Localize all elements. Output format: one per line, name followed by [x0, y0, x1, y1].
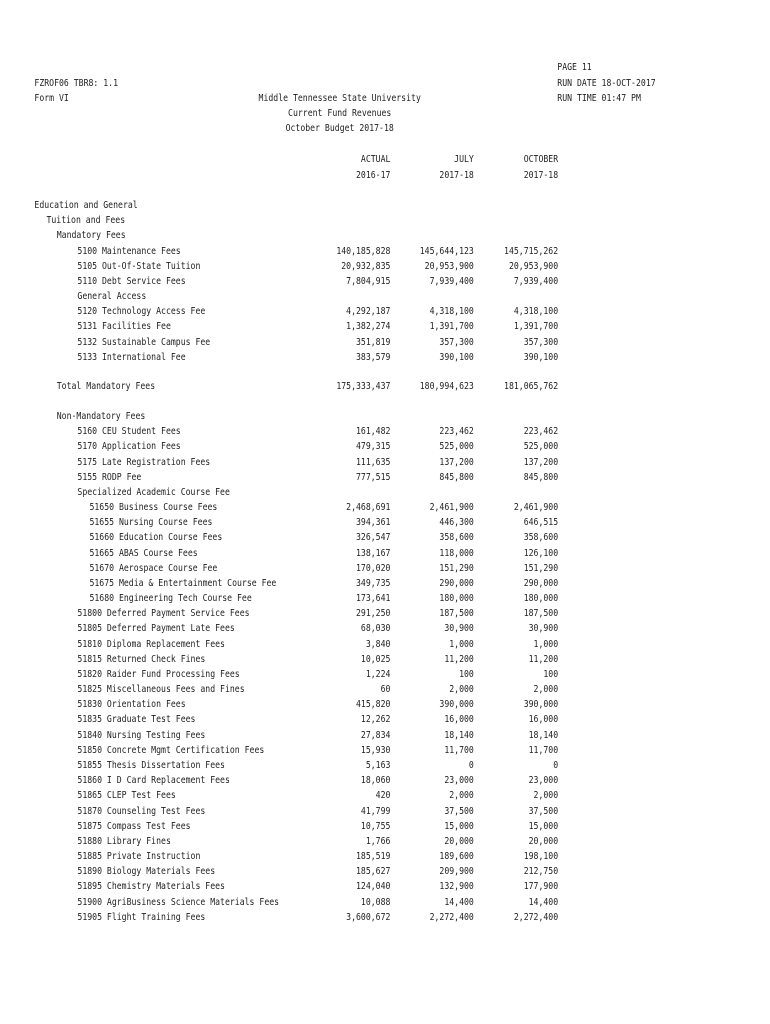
row-label: 5160 CEU Student Fees: [77, 426, 181, 438]
row-value-july: 118,000: [439, 547, 474, 559]
row-value-october: 180,000: [523, 593, 559, 605]
row-label: 51650 Business Course Fees: [89, 502, 218, 514]
row-value-october: 358,600: [523, 532, 559, 544]
row-value-july: 290,000: [439, 577, 474, 589]
row-value-october: 177,900: [523, 881, 559, 893]
row-value-actual: 7,804,915: [346, 275, 391, 287]
row-value-actual: 4,292,187: [346, 306, 391, 318]
row-label: Total Mandatory Fees: [56, 381, 156, 393]
table-row: [0, 820, 770, 835]
row-value-october: 181,065,762: [504, 381, 559, 393]
row-value-october: 4,318,100: [513, 306, 559, 318]
table-row: [0, 320, 770, 335]
row-value-actual: 415,820: [355, 699, 391, 711]
row-value-actual: 138,167: [355, 547, 391, 559]
row-label: Non-Mandatory Fees: [56, 411, 146, 422]
row-label: 5170 Application Fees: [77, 441, 181, 453]
table-row: [0, 351, 770, 366]
row-value-october: 16,000: [528, 714, 559, 726]
row-value-july: 390,100: [439, 351, 474, 363]
row-value-october: 137,200: [523, 456, 559, 468]
row-value-july: 11,200: [444, 653, 474, 665]
row-value-actual: 479,315: [355, 441, 391, 453]
row-label: 51830 Orientation Fees: [77, 699, 186, 711]
row-value-actual: 170,020: [355, 562, 391, 574]
table-row: [0, 562, 770, 577]
row-value-july: 209,900: [439, 866, 474, 878]
row-label: 51860 I D Card Replacement Fees: [77, 775, 230, 787]
column-header-actual-year: 2016-17: [355, 170, 391, 181]
row-value-october: 223,462: [523, 426, 559, 438]
row-value-july: 180,000: [439, 593, 474, 605]
table-row: [0, 805, 770, 820]
row-value-october: 525,000: [523, 441, 559, 453]
table-row: [0, 486, 770, 501]
row-value-october: 2,272,400: [513, 911, 559, 923]
table-row: [0, 911, 770, 926]
table-row: [0, 668, 770, 683]
row-label: 51875 Compass Test Fees: [77, 820, 191, 832]
row-label: General Access: [77, 291, 147, 302]
table-row: [0, 547, 770, 562]
table-row: [0, 729, 770, 744]
row-value-july: 100: [459, 668, 474, 680]
table-row: [0, 305, 770, 320]
row-label: 51885 Private Instruction: [77, 851, 201, 862]
row-value-october: 7,939,400: [513, 275, 559, 287]
row-value-october: 187,500: [523, 608, 559, 620]
row-value-actual: 777,515: [355, 471, 391, 483]
row-value-actual: 15,930: [360, 744, 391, 756]
form-label: Form VI: [34, 93, 69, 104]
row-value-july: 2,272,400: [429, 911, 474, 923]
row-label: Mandatory Fees: [56, 230, 126, 242]
column-header-actual: ACTUAL: [360, 154, 391, 165]
row-value-july: 2,000: [449, 790, 474, 802]
row-value-july: 18,140: [444, 729, 474, 741]
row-value-july: 390,000: [439, 699, 474, 711]
table-row: [0, 607, 770, 622]
row-value-october: 151,290: [523, 562, 559, 574]
row-value-october: 20,000: [528, 835, 559, 847]
row-value-july: 4,318,100: [429, 306, 474, 318]
row-value-october: 37,500: [528, 805, 559, 817]
table-row: [0, 516, 770, 531]
table-row: [0, 622, 770, 637]
row-value-actual: 1,382,274: [346, 321, 391, 333]
row-value-october: 390,100: [523, 351, 559, 363]
table-row: [0, 214, 770, 229]
table-row: [0, 577, 770, 592]
row-value-actual: 20,932,835: [341, 260, 391, 272]
row-value-actual: 10,755: [360, 820, 391, 832]
row-label: 51850 Concrete Mgmt Certification Fees: [77, 744, 265, 756]
row-label: 5175 Late Registration Fees: [77, 456, 211, 468]
table-row: [0, 501, 770, 516]
row-value-actual: 18,060: [360, 775, 391, 787]
row-value-october: 126,100: [523, 547, 559, 559]
row-value-actual: 185,627: [355, 866, 391, 878]
row-value-july: 15,000: [444, 820, 474, 832]
table-row: [0, 638, 770, 653]
row-value-actual: 2,468,691: [346, 502, 391, 514]
run-time: RUN TIME 01:47 PM: [557, 93, 641, 104]
table-row: [0, 835, 770, 850]
row-value-actual: 351,819: [355, 336, 391, 348]
table-row: [0, 592, 770, 607]
table-row: [0, 380, 770, 395]
row-value-july: 145,644,123: [419, 245, 474, 257]
row-value-october: 2,461,900: [513, 502, 559, 514]
report-id: FZROF06 TBR8: 1.1: [34, 78, 119, 89]
row-value-actual: 185,519: [355, 851, 391, 862]
row-value-actual: 173,641: [355, 593, 391, 605]
row-value-july: 151,290: [439, 562, 474, 574]
row-value-october: 845,800: [523, 471, 559, 483]
row-label: Specialized Academic Course Fee: [77, 486, 230, 498]
row-label: 5131 Facilities Fee: [77, 321, 171, 333]
row-value-july: 7,939,400: [429, 275, 474, 287]
page-number: PAGE 11: [557, 62, 592, 73]
row-value-october: 198,100: [523, 851, 559, 862]
row-value-october: 2,000: [533, 790, 559, 802]
row-label: 51855 Thesis Dissertation Fees: [77, 759, 225, 771]
table-row: [0, 440, 770, 455]
table-row: [0, 245, 770, 260]
table-row: [0, 713, 770, 728]
run-date: RUN DATE 18-OCT-2017: [557, 78, 656, 89]
table-row: [0, 774, 770, 789]
row-label: 51675 Media & Entertainment Course Fee: [89, 577, 277, 589]
row-value-october: 20,953,900: [508, 260, 559, 272]
budget-title: October Budget 2017-18: [285, 123, 394, 134]
row-value-october: 18,140: [528, 729, 559, 741]
row-label: 5132 Sustainable Campus Fee: [77, 336, 211, 348]
row-value-actual: 10,088: [360, 896, 391, 908]
row-label: 51670 Aerospace Course Fee: [89, 562, 218, 574]
row-value-july: 14,400: [444, 896, 474, 908]
row-label: 51660 Education Course Fees: [89, 532, 223, 544]
row-value-july: 23,000: [444, 775, 474, 787]
row-value-july: 16,000: [444, 714, 474, 726]
row-value-july: 189,600: [439, 851, 474, 862]
table-row: [0, 896, 770, 911]
row-value-october: 11,200: [528, 653, 559, 665]
row-value-actual: 10,025: [360, 653, 391, 665]
row-value-july: 37,500: [444, 805, 474, 817]
row-value-actual: 111,635: [355, 456, 391, 468]
row-label: 51815 Returned Check Fines: [77, 653, 206, 665]
row-label: 51665 ABAS Course Fees: [89, 547, 198, 559]
row-value-actual: 161,482: [355, 426, 391, 438]
row-value-october: 2,000: [533, 684, 559, 696]
row-label: 51870 Counseling Test Fees: [77, 805, 206, 817]
row-value-july: 20,000: [444, 835, 474, 847]
table-row: [0, 290, 770, 305]
row-value-july: 187,500: [439, 608, 474, 620]
table-row: [0, 199, 770, 214]
row-value-actual: 420: [375, 790, 391, 802]
row-value-actual: 41,799: [360, 805, 391, 817]
row-value-october: 290,000: [523, 577, 559, 589]
row-label: 51895 Chemistry Materials Fees: [77, 881, 225, 893]
row-value-july: 1,391,700: [429, 321, 474, 333]
university-name: Middle Tennessee State University: [258, 93, 421, 104]
row-label: 51680 Engineering Tech Course Fee: [89, 593, 252, 605]
row-value-october: 0: [553, 759, 559, 771]
column-header-october-year: 2017-18: [523, 170, 559, 181]
table-row: [0, 275, 770, 290]
row-value-actual: 5,163: [365, 759, 391, 771]
table-row: [0, 698, 770, 713]
table-row: [0, 471, 770, 486]
row-value-actual: 1,224: [365, 668, 391, 680]
table-row: [0, 744, 770, 759]
row-label: 51900 AgriBusiness Science Materials Fees: [77, 896, 280, 908]
table-row: [0, 425, 770, 440]
table-row: [0, 336, 770, 351]
row-label: 51880 Library Fines: [77, 835, 171, 847]
row-value-july: 11,700: [444, 744, 474, 756]
row-label: 5133 International Fee: [77, 351, 186, 363]
row-label: 51800 Deferred Payment Service Fees: [77, 608, 250, 620]
row-value-actual: 60: [380, 684, 391, 696]
row-value-october: 23,000: [528, 775, 559, 787]
table-row: [0, 850, 770, 865]
row-value-october: 646,515: [523, 517, 559, 529]
row-value-october: 100: [543, 668, 559, 680]
table-row: [0, 865, 770, 880]
row-value-july: 137,200: [439, 456, 474, 468]
row-value-actual: 291,250: [355, 608, 391, 620]
row-value-july: 2,461,900: [429, 502, 474, 514]
row-label: 51865 CLEP Test Fees: [77, 790, 176, 802]
row-value-actual: 383,579: [355, 351, 391, 363]
row-value-october: 15,000: [528, 820, 559, 832]
row-label: 51905 Flight Training Fees: [77, 911, 206, 923]
row-value-october: 30,900: [528, 623, 559, 635]
row-label: 51805 Deferred Payment Late Fees: [77, 623, 235, 635]
row-label: Tuition and Fees: [46, 215, 126, 227]
row-value-july: 223,462: [439, 426, 474, 438]
row-value-july: 357,300: [439, 336, 474, 348]
row-label: 51835 Graduate Test Fees: [77, 714, 196, 726]
row-value-actual: 394,361: [355, 517, 391, 529]
table-row: [0, 789, 770, 804]
row-label: 51840 Nursing Testing Fees: [77, 729, 206, 741]
report-subtitle: Current Fund Revenues: [288, 108, 392, 119]
row-value-july: 0: [468, 759, 474, 771]
row-label: 51825 Miscellaneous Fees and Fines: [77, 684, 245, 696]
row-value-july: 30,900: [444, 623, 474, 635]
row-label: 5100 Maintenance Fees: [77, 245, 181, 257]
row-value-july: 446,300: [439, 517, 474, 529]
row-label: 5120 Technology Access Fee: [77, 306, 206, 318]
row-label: 51820 Raider Fund Processing Fees: [77, 668, 240, 680]
row-label: 51890 Biology Materials Fees: [77, 866, 216, 878]
row-value-october: 14,400: [528, 896, 559, 908]
row-value-july: 20,953,900: [424, 260, 474, 272]
row-value-october: 390,000: [523, 699, 559, 711]
row-value-actual: 124,040: [355, 881, 391, 893]
row-value-october: 212,750: [523, 866, 559, 878]
row-value-actual: 140,185,828: [336, 245, 391, 257]
row-value-july: 358,600: [439, 532, 474, 544]
row-value-july: 525,000: [439, 441, 474, 453]
table-row: [0, 456, 770, 471]
row-value-actual: 175,333,437: [336, 381, 391, 393]
table-row: [0, 880, 770, 895]
row-value-july: 1,000: [449, 638, 474, 650]
row-label: 5155 RODP Fee: [77, 471, 142, 483]
column-header-october: OCTOBER: [523, 154, 559, 165]
row-value-october: 1,391,700: [513, 321, 559, 333]
row-label: 5105 Out-Of-State Tuition: [77, 260, 201, 272]
row-label: 5110 Debt Service Fees: [77, 275, 186, 287]
row-value-july: 2,000: [449, 684, 474, 696]
row-value-actual: 3,600,672: [346, 911, 391, 923]
row-value-july: 180,994,623: [419, 381, 474, 393]
column-header-july-year: 2017-18: [439, 170, 474, 181]
row-value-october: 145,715,262: [504, 245, 559, 257]
row-value-actual: 27,834: [360, 729, 391, 741]
row-value-actual: 326,547: [355, 532, 391, 544]
row-value-october: 357,300: [523, 336, 559, 348]
table-row: [0, 759, 770, 774]
row-label: 51655 Nursing Course Fees: [89, 517, 213, 529]
row-value-july: 845,800: [439, 471, 474, 483]
row-value-actual: 349,735: [355, 577, 391, 589]
row-label: 51810 Diploma Replacement Fees: [77, 638, 225, 650]
table-row: [0, 260, 770, 275]
table-row: [0, 653, 770, 668]
row-value-actual: 3,840: [365, 638, 391, 650]
row-value-actual: 12,262: [360, 714, 391, 726]
table-row: [0, 683, 770, 698]
row-value-actual: 68,030: [360, 623, 391, 635]
row-value-october: 1,000: [533, 638, 559, 650]
row-value-actual: 1,766: [365, 835, 391, 847]
column-header-july: JULY: [454, 154, 474, 165]
row-value-july: 132,900: [439, 881, 474, 893]
table-row: [0, 531, 770, 546]
table-row: [0, 410, 770, 425]
row-label: Education and General: [34, 200, 138, 211]
table-row: [0, 229, 770, 244]
row-value-october: 11,700: [528, 744, 559, 756]
